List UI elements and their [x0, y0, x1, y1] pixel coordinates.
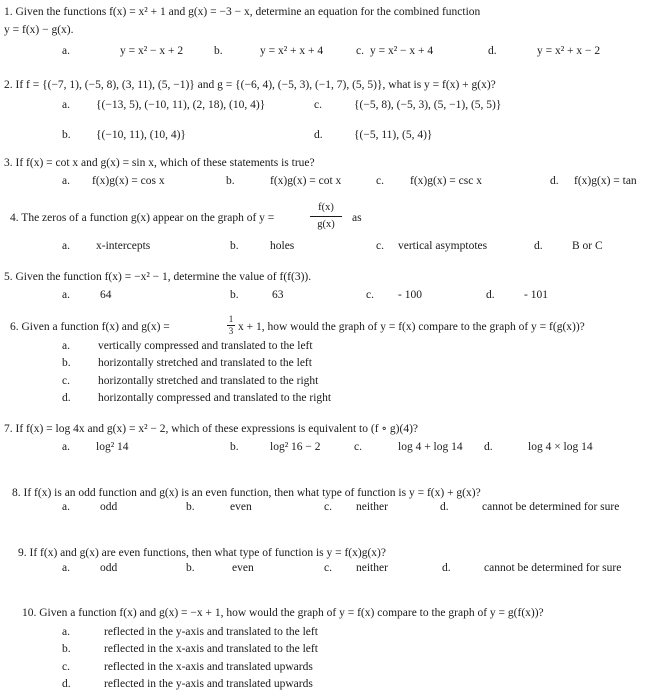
question-7-choice-d-text: log 4 × log 14 [528, 441, 593, 453]
question-1-choice-c-text: y = x² − x + 4 [370, 45, 434, 57]
question-9-choice-c-letter: c. [324, 562, 332, 574]
question-4-choice-b-text: holes [270, 240, 295, 252]
question-5-choice-c-letter: c. [366, 289, 374, 301]
question-4-choice-a-letter: a. [62, 240, 70, 252]
question-2-choice-c-letter: c. [314, 99, 322, 111]
question-4-choice-d-text: B or C [572, 240, 603, 252]
question-1-stem-line-1: 1. Given the functions f(x) = x² + 1 and g(x) = −3 − x, determine an equation for the combined function [4, 6, 481, 18]
question-1-choice-d-letter: d. [488, 45, 497, 57]
question-10-choice-b-letter: b. [62, 643, 71, 655]
question-10-stem: 10. Given a function f(x) and g(x) = −x + 1, how would the graph of y = f(x) compare to the graph of y = g(f(x))? [22, 607, 544, 619]
question-3-choice-a-letter: a. [62, 175, 70, 187]
question-5-choice-d-letter: d. [486, 289, 495, 301]
question-9-choice-b-letter: b. [186, 562, 195, 574]
question-3-choice-d-text: f(x)g(x) = tan [574, 175, 637, 187]
question-1-stem-line-2: y = f(x) − g(x). [4, 24, 74, 36]
question-1-choice-b-letter: b. [214, 45, 223, 57]
question-5-choice-d-text: - 101 [524, 289, 548, 301]
question-5-choice-a-letter: a. [62, 289, 70, 301]
question-3-choice-c-letter: c. [376, 175, 384, 187]
question-9-choice-b-text: even [232, 562, 254, 574]
question-3-choice-c-text: f(x)g(x) = csc x [410, 175, 482, 187]
question-2-choice-b-letter: b. [62, 129, 71, 141]
question-6-choice-b-text: horizontally stretched and translated to the left [98, 357, 312, 369]
question-9-choice-a-letter: a. [62, 562, 70, 574]
question-2-choice-b-text: {(−10, 11), (10, 4)} [96, 129, 186, 141]
question-3-choice-b-text: f(x)g(x) = cot x [270, 175, 342, 187]
question-6-choice-a-text: vertically compressed and translated to the left [98, 340, 313, 352]
question-10-choice-c-letter: c. [62, 661, 70, 673]
question-9-choice-c-text: neither [356, 562, 388, 574]
question-8-choice-d-letter: d. [440, 501, 449, 513]
question-2-choice-d-text: {(−5, 11), (5, 4)} [354, 129, 433, 141]
question-4-stem-part-1: 4. The zeros of a function g(x) appear on the graph of y = [10, 212, 275, 224]
question-6-choice-b-letter: b. [62, 357, 71, 369]
question-4-choice-d-letter: d. [534, 240, 543, 252]
question-7-stem: 7. If f(x) = log 4x and g(x) = x² − 2, which of these expressions is equivalent to (f ∘ g)(4)? [4, 423, 419, 435]
question-5-choice-a-text: 64 [100, 289, 112, 301]
question-2-choice-c-text: {(−5, 8), (−5, 3), (5, −1), (5, 5)} [354, 99, 502, 111]
question-6-choice-a-letter: a. [62, 340, 70, 352]
question-1-choice-c-letter: c. [356, 45, 364, 57]
question-2-choice-a-letter: a. [62, 99, 70, 111]
question-5-choice-b-letter: b. [230, 289, 239, 301]
question-7-choice-c-letter: c. [354, 441, 362, 453]
question-10-choice-d-text: reflected in the y-axis and translated upwards [104, 678, 313, 690]
question-4-choice-b-letter: b. [230, 240, 239, 252]
question-7-choice-a-letter: a. [62, 441, 70, 453]
question-7-choice-b-letter: b. [230, 441, 239, 453]
question-1-choice-a-text: y = x² − x + 2 [120, 45, 184, 57]
question-10-choice-b-text: reflected in the x-axis and translated to the left [104, 643, 318, 655]
question-7-choice-a-text: log² 14 [96, 441, 129, 453]
question-8-choice-c-letter: c. [324, 501, 332, 513]
question-7-choice-b-text: log² 16 − 2 [270, 441, 321, 453]
question-8-choice-a-text: odd [100, 501, 118, 513]
question-6-stem-part-1: 6. Given a function f(x) and g(x) = [10, 321, 170, 333]
question-8-choice-c-text: neither [356, 501, 388, 513]
question-2-choice-a-text: {(−13, 5), (−10, 11), (2, 18), (10, 4)} [96, 99, 266, 111]
question-6-choice-d-letter: d. [62, 392, 71, 404]
question-2-choice-d-letter: d. [314, 129, 323, 141]
question-10-choice-a-letter: a. [62, 626, 70, 638]
question-7-choice-d-letter: d. [484, 441, 493, 453]
question-2-stem: 2. If f = {(−7, 1), (−5, 8), (3, 11), (5, −1)} and g = {(−6, 4), (−5, 3), (−1, 7), (5, 5)}, what is y = f(x) + g(x)? [4, 79, 496, 91]
question-9-choice-d-letter: d. [442, 562, 451, 574]
question-4-fraction-denominator: g(x) [317, 219, 335, 230]
question-1-choice-a-letter: a. [62, 45, 70, 57]
question-8-stem: 8. If f(x) is an odd function and g(x) is an even function, then what type of function is y = f(x) + g(x)? [12, 487, 481, 499]
question-4-fraction-bar [310, 216, 342, 217]
question-6-choice-c-text: horizontally stretched and translated to the right [98, 375, 319, 387]
question-10-choice-d-letter: d. [62, 678, 71, 690]
question-6-choice-c-letter: c. [62, 375, 70, 387]
question-7-choice-c-text: log 4 + log 14 [398, 441, 463, 453]
question-9-choice-a-text: odd [100, 562, 118, 574]
question-9-stem: 9. If f(x) and g(x) are even functions, then what type of function is y = f(x)g(x)? [18, 547, 386, 559]
question-4-choice-a-text: x-intercepts [96, 240, 151, 252]
question-5-choice-b-text: 63 [272, 289, 284, 301]
question-8-choice-a-letter: a. [62, 501, 70, 513]
question-4-choice-c-letter: c. [376, 240, 384, 252]
question-3-stem: 3. If f(x) = cot x and g(x) = sin x, which of these statements is true? [4, 157, 315, 169]
question-1-choice-b-text: y = x² + x + 4 [260, 45, 324, 57]
question-10-choice-a-text: reflected in the y-axis and translated to the left [104, 626, 318, 638]
question-8-choice-b-letter: b. [186, 501, 195, 513]
question-9-choice-d-text: cannot be determined for sure [484, 562, 622, 574]
question-3-choice-b-letter: b. [226, 175, 235, 187]
question-6-choice-d-text: horizontally compressed and translated to the right [98, 392, 332, 404]
question-6-fraction-denominator: 3 [228, 326, 234, 336]
question-3-choice-a-text: f(x)g(x) = cos x [92, 175, 165, 187]
question-6-stem-part-2: x + 1, how would the graph of y = f(x) compare to the graph of y = f(g(x))? [238, 321, 585, 333]
question-8-choice-b-text: even [230, 501, 252, 513]
question-8-choice-d-text: cannot be determined for sure [482, 501, 620, 513]
question-10-choice-c-text: reflected in the x-axis and translated upwards [104, 661, 313, 673]
question-1-choice-d-text: y = x² + x − 2 [537, 45, 601, 57]
question-3-choice-d-letter: d. [550, 175, 559, 187]
question-4-fraction-numerator: f(x) [318, 202, 334, 213]
question-5-stem: 5. Given the function f(x) = −x² − 1, determine the value of f(f(3)). [4, 271, 312, 283]
question-5-choice-c-text: - 100 [398, 289, 422, 301]
question-4-stem-part-2: as [352, 212, 362, 224]
question-6-fraction-numerator: 1 [228, 314, 234, 324]
question-4-choice-c-text: vertical asymptotes [398, 240, 488, 252]
